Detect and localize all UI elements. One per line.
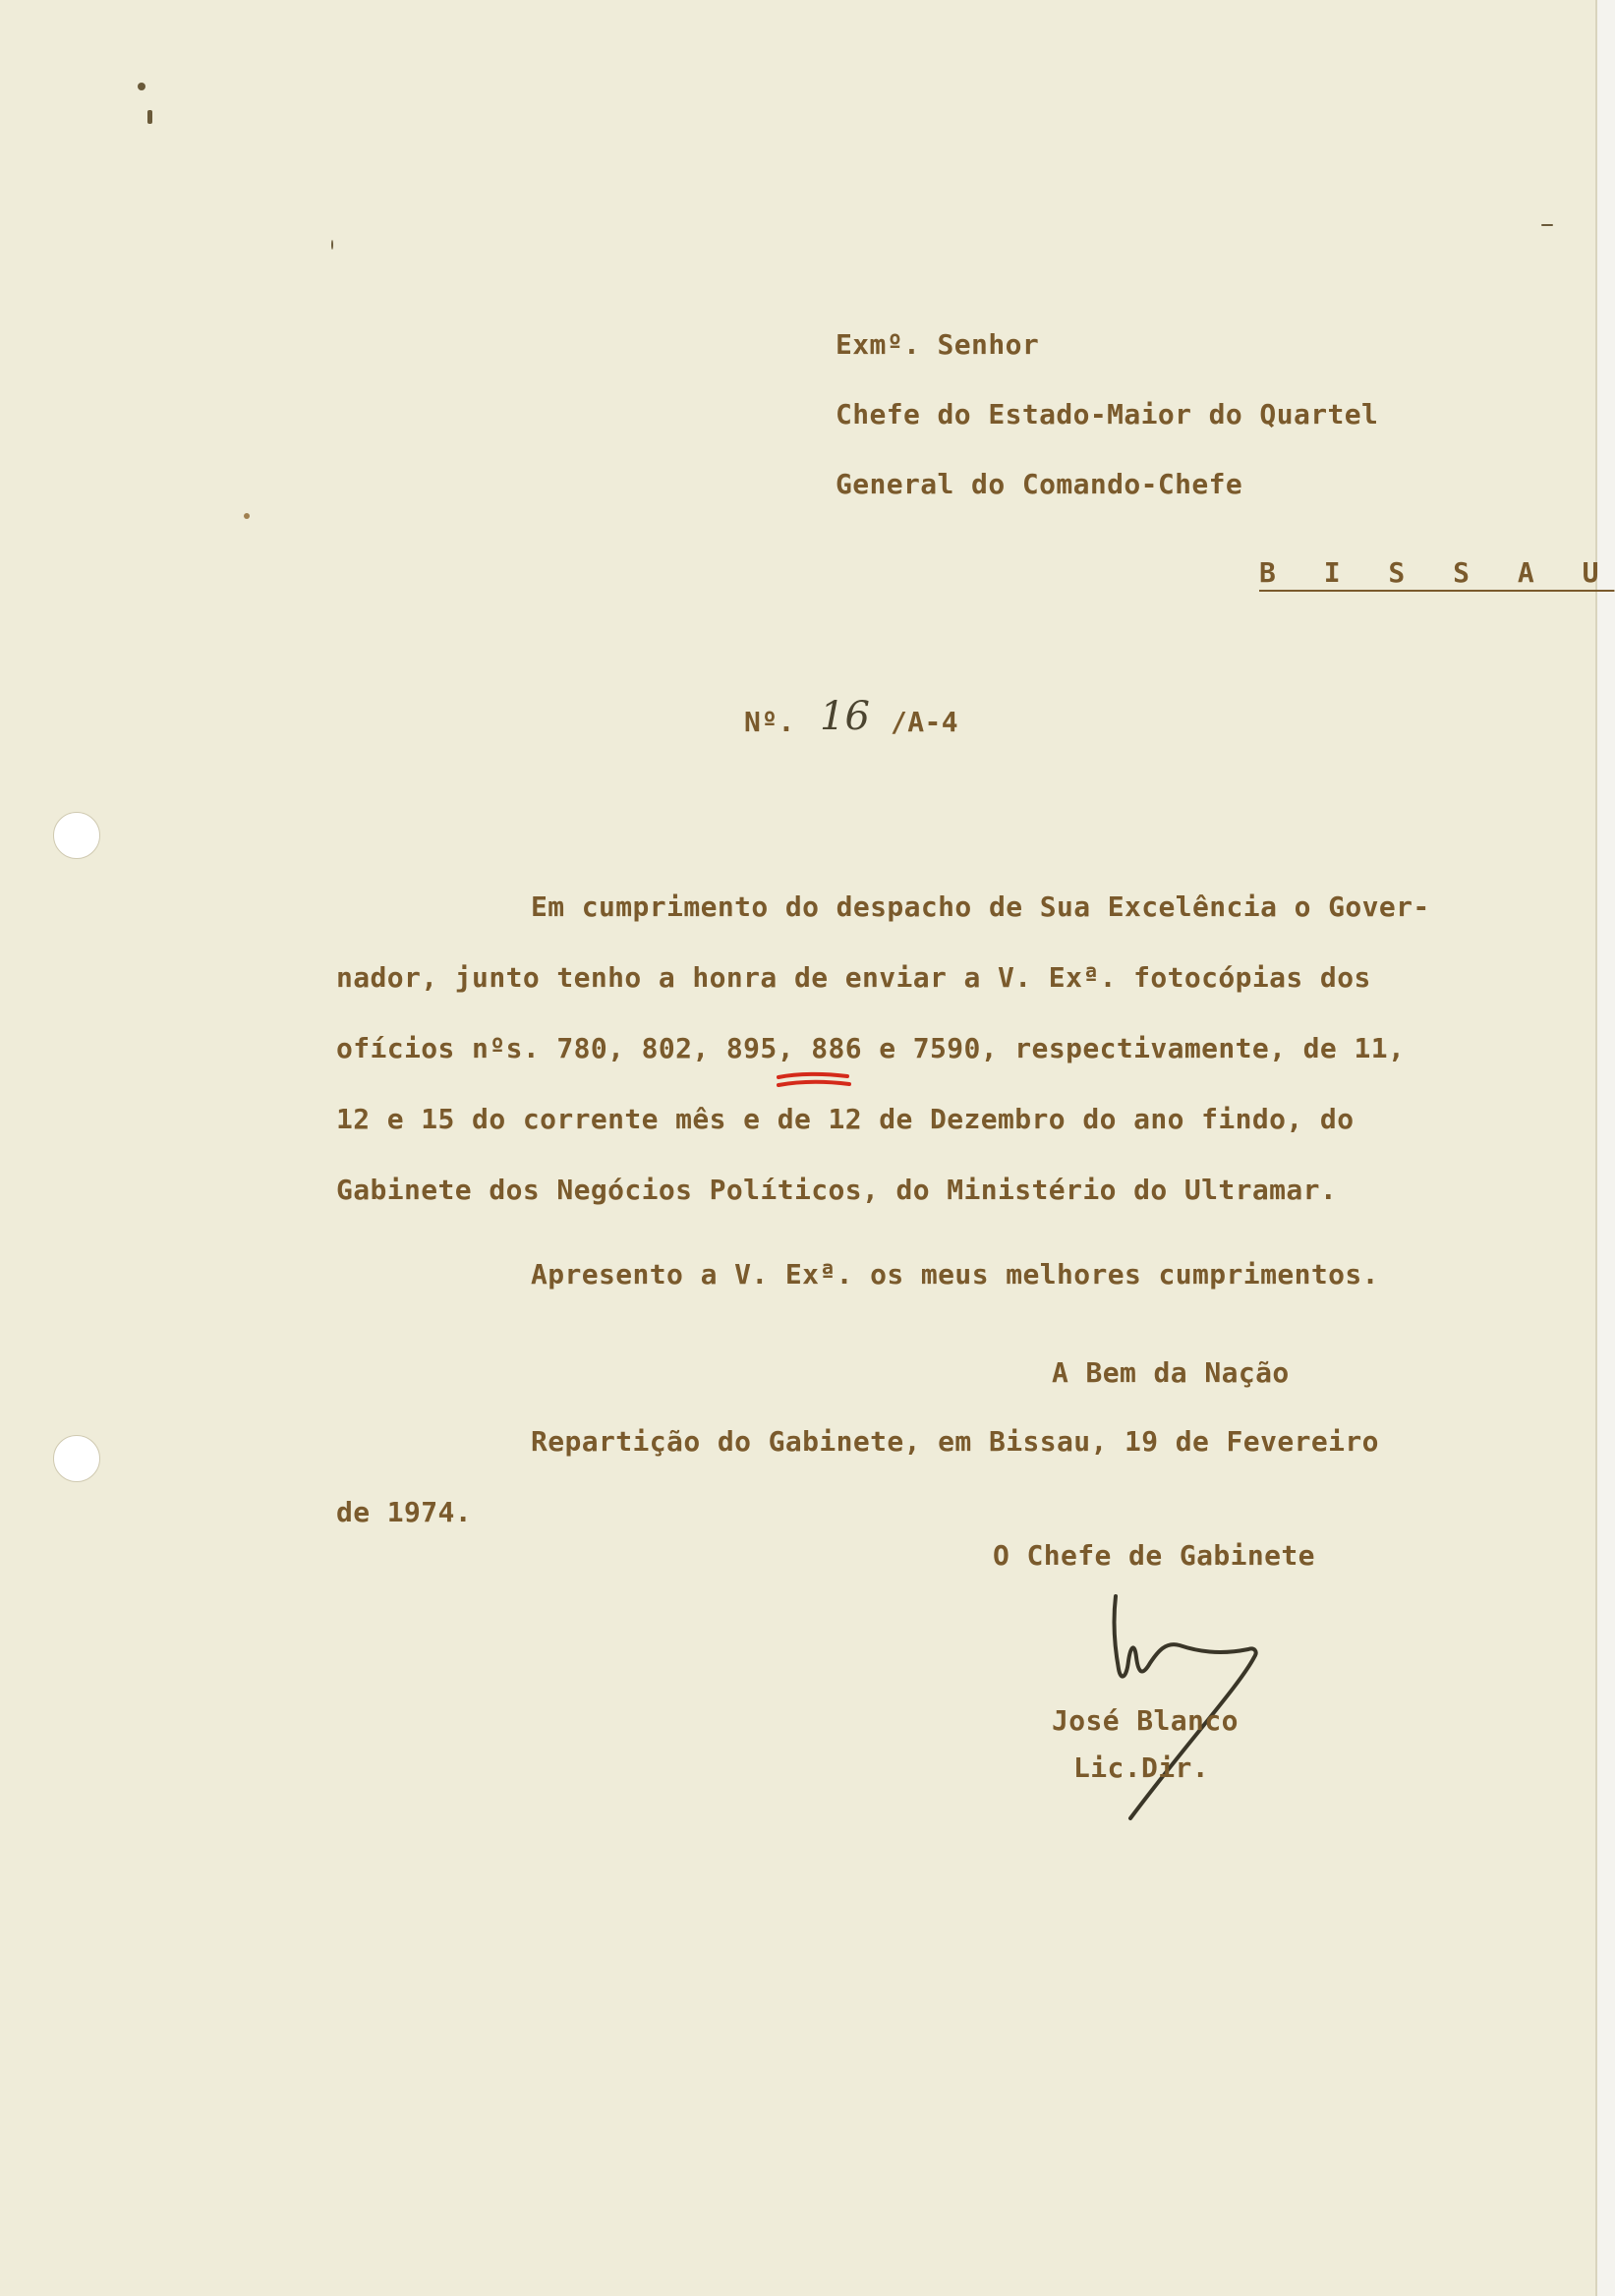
body-paragraph-2: Apresento a V. Exª. os meus melhores cumprimentos. <box>531 1258 1379 1291</box>
marked-office-number: 895, <box>725 1032 794 1064</box>
punch-hole-top <box>53 812 100 859</box>
scan-edge <box>1597 0 1615 2296</box>
body-line-3 <box>336 1032 1405 1064</box>
recipient-line-1: Chefe do Estado-Maior do Quartel <box>836 398 1379 430</box>
signer-degree: Lic.Dir. <box>1073 1751 1210 1784</box>
recipient-line-2: General do Comando-Chefe <box>836 468 1243 500</box>
closing-motto: A Bem da Nação <box>1052 1356 1290 1389</box>
paper-speck <box>138 83 145 90</box>
place-date-line-2: de 1974. <box>336 1496 473 1528</box>
paper-speck <box>244 513 250 519</box>
recipient-city: B I S S A U <box>1259 556 1615 589</box>
salutation: Exmº. Senhor <box>836 328 1040 361</box>
signer-name: José Blanco <box>1052 1704 1239 1737</box>
paper-speck <box>147 110 152 124</box>
signer-title: O Chefe de Gabinete <box>993 1539 1315 1572</box>
punch-hole-bottom <box>53 1435 100 1482</box>
reference-prefix: Nº. <box>744 706 795 738</box>
body-line-5: Gabinete dos Negócios Políticos, do Ministério do Ultramar. <box>336 1174 1338 1206</box>
reference-suffix: /A-4 <box>891 706 959 738</box>
place-date-line-1: Repartição do Gabinete, em Bissau, 19 de Fevereiro <box>531 1425 1379 1458</box>
body-line-4: 12 e 15 do corrente mês e de 12 de Dezembro do ano findo, do <box>336 1103 1355 1135</box>
paper-speck <box>1541 224 1553 226</box>
body-line-2: nador, junto tenho a honra de enviar a V. Exª. fotocópias dos <box>336 961 1371 994</box>
body-line-1: Em cumprimento do despacho de Sua Excelência o Gover- <box>531 890 1430 923</box>
body-line-3-start: ofícios nºs. 780, 802, <box>336 1032 726 1064</box>
red-underline-mark <box>775 1069 853 1093</box>
reference-handwritten-number: 16 <box>820 694 870 739</box>
paper-speck <box>331 240 333 250</box>
body-line-3-end: 886 e 7590, respectivamente, de 11, <box>793 1032 1406 1064</box>
